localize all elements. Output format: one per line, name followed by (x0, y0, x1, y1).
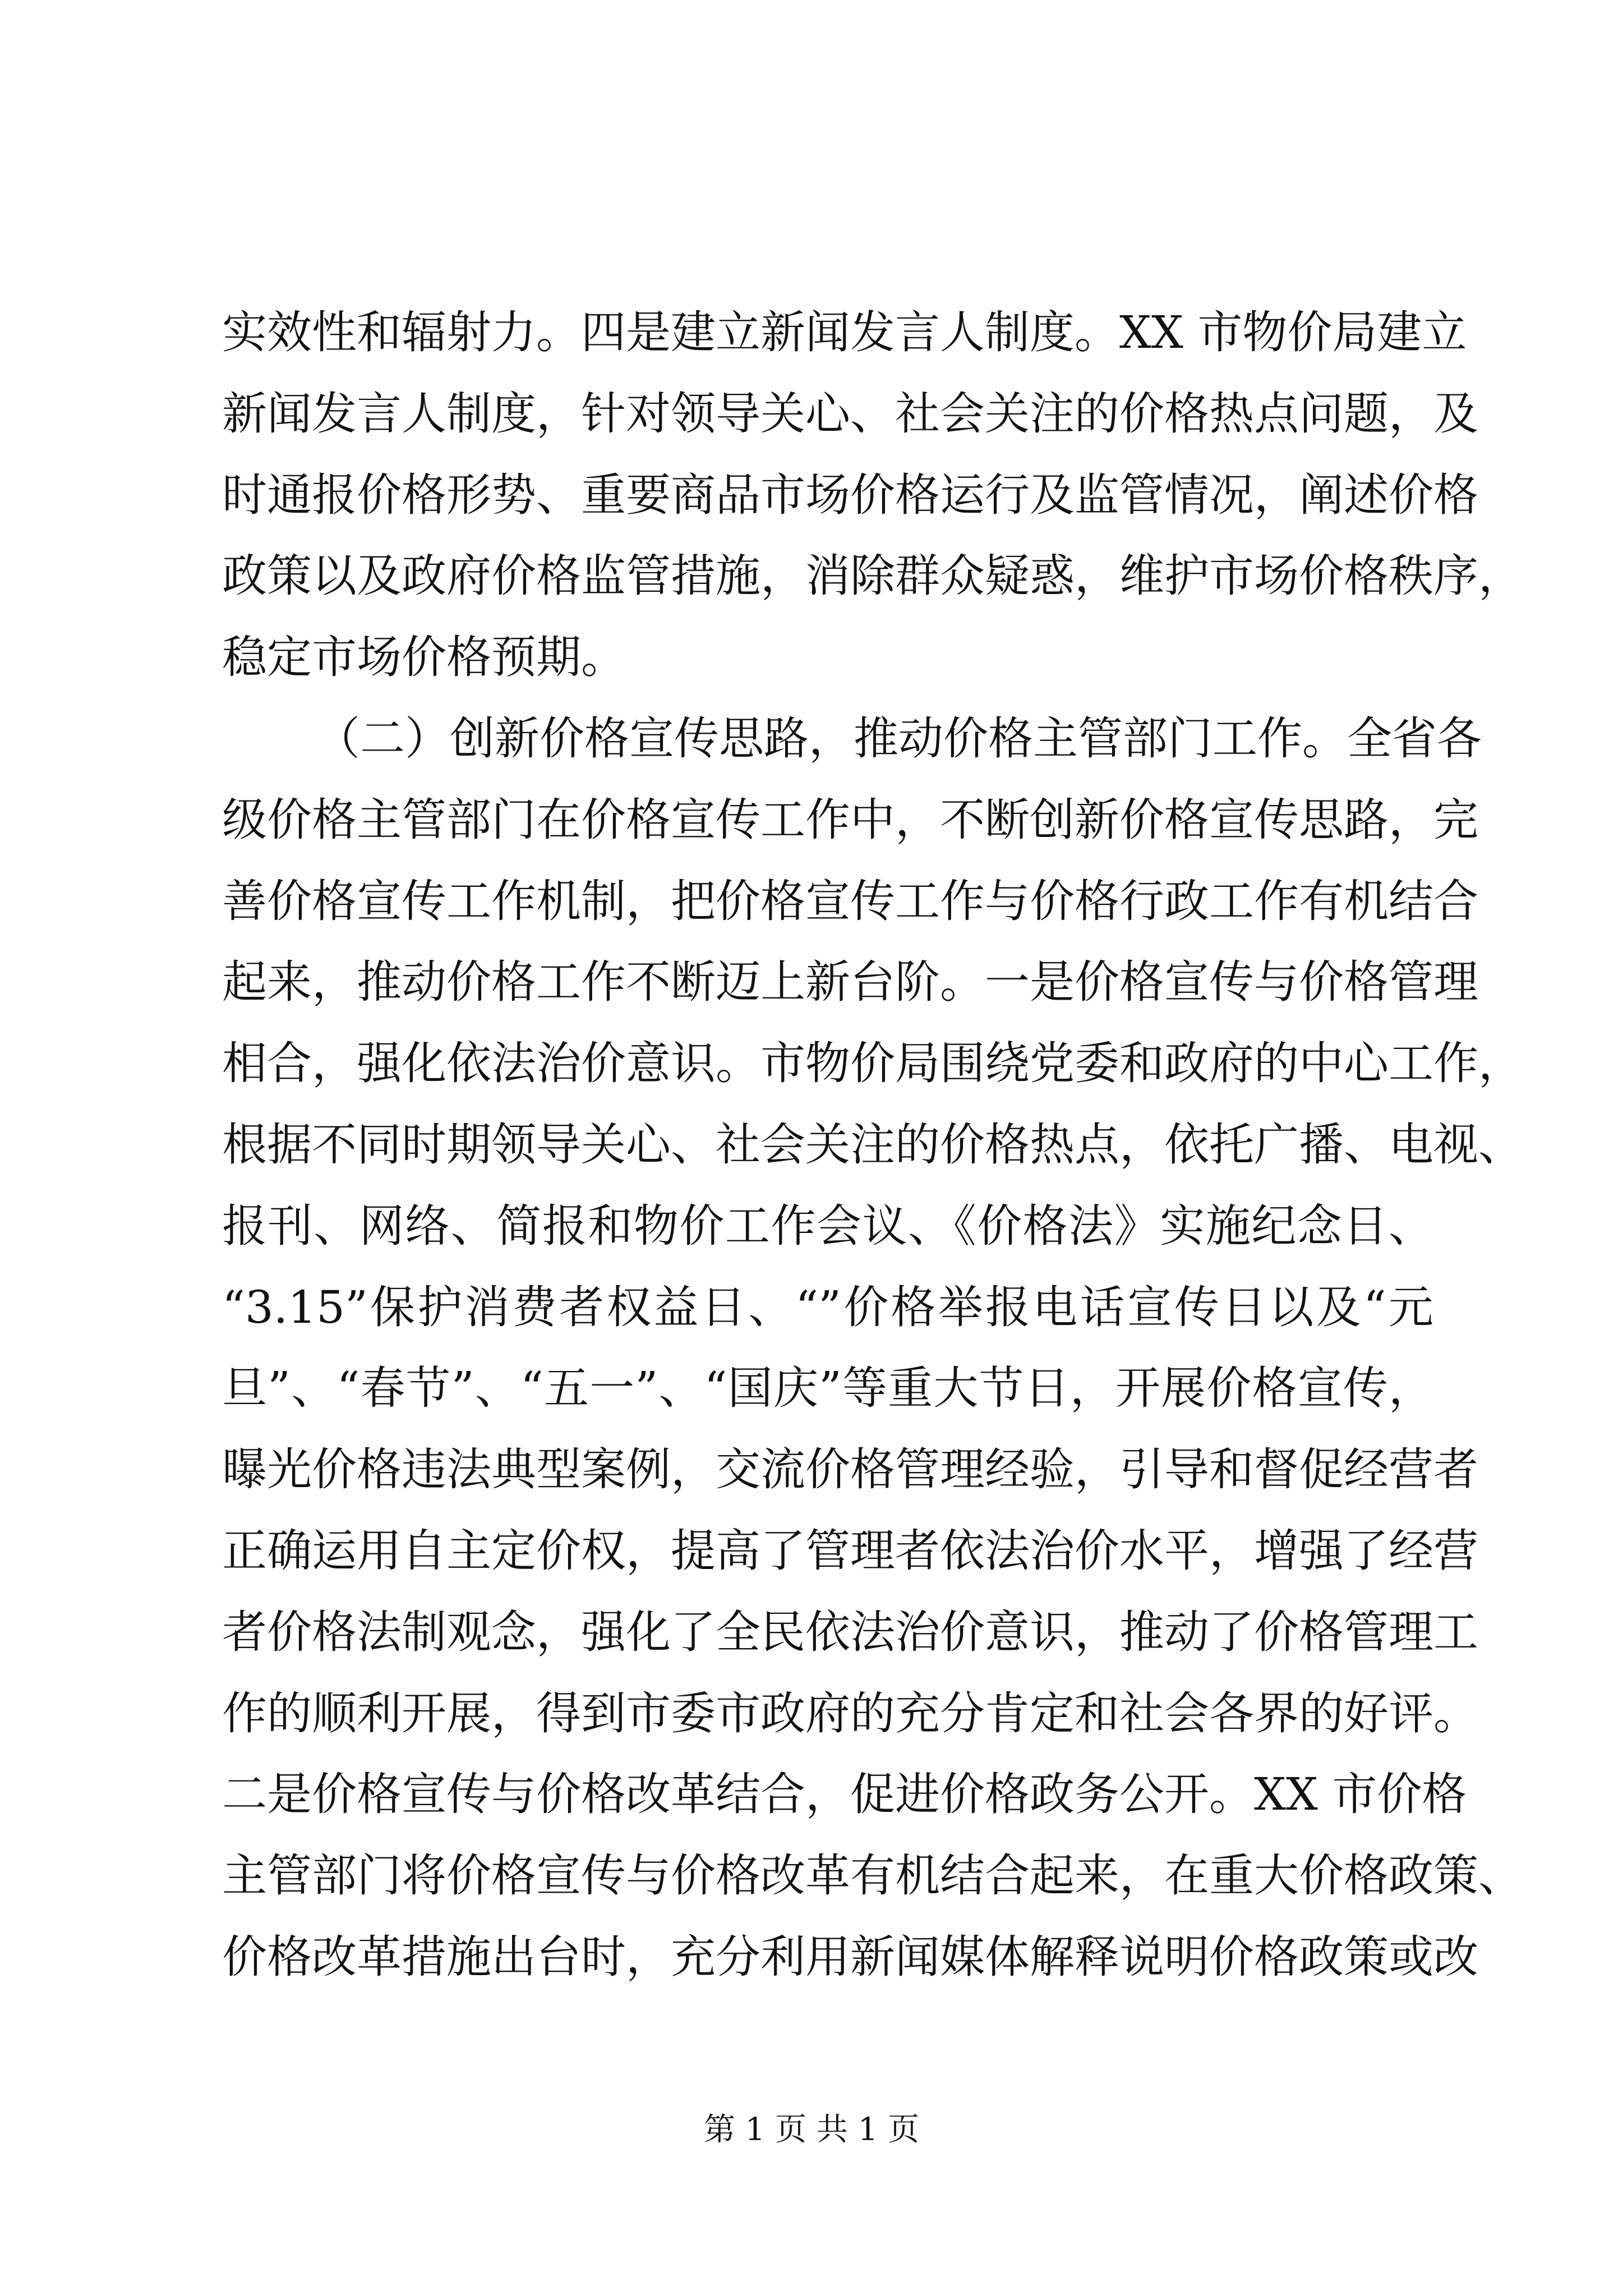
text-line: 根据不同时期领导关心、社会关注的价格热点，依托广播、电视、 (222, 1118, 1523, 1171)
text-line: 新闻发言人制度，针对领导关心、社会关注的价格热点问题，及 (222, 387, 1478, 440)
text-line: 政策以及政府价格监管措施，消除群众疑惑，维护市场价格秩序， (222, 550, 1523, 602)
text-line: 二是价格宣传与价格改革结合，促进价格政务公开。XX 市价格 (222, 1768, 1467, 1821)
body-text (222, 292, 1523, 1998)
text-line: 价格改革措施出台时，充分利用新闻媒体解释说明价格政策或改 (222, 1930, 1478, 1983)
text-line: “3.15”保护消费者权益日、“”价格举报电话宣传日以及“元 (222, 1281, 1433, 1333)
text-line: 作的顺利开展，得到市委市政府的充分肯定和社会各界的好评。 (222, 1687, 1478, 1740)
text-line: 实效性和辐射力。四是建立新闻发言人制度。XX 市物价局建立 (222, 306, 1467, 358)
text-line: 正确运用自主定价权，提高了管理者依法治价水平，增强了经营 (222, 1524, 1478, 1577)
text-line: 曝光价格违法典型案例，交流价格管理经验，引导和督促经营者 (222, 1443, 1478, 1496)
page-number-label: 第 1 页 共 1 页 (703, 2111, 920, 2148)
text-line: 稳定市场价格预期。 (222, 631, 626, 684)
page-footer (0, 2110, 1623, 2150)
text-line: 善价格宣传工作机制，把价格宣传工作与价格行政工作有机结合 (222, 875, 1478, 927)
text-line: 旦”、“春节”、“五一”、“国庆”等重大节日，开展价格宣传， (222, 1362, 1433, 1415)
text-line: 主管部门将价格宣传与价格改革有机结合起来，在重大价格政策、 (222, 1849, 1523, 1902)
section-heading-line: （二）创新价格宣传思路，推动价格主管部门工作。全省各 (315, 712, 1482, 765)
text-line: 报刊、网络、简报和物价工作会议、《价格法》实施纪念日、 (222, 1199, 1433, 1252)
text-line: 起来，推动价格工作不断迈上新台阶。一是价格宣传与价格管理 (222, 956, 1478, 1009)
text-line: 级价格主管部门在价格宣传工作中，不断创新价格宣传思路，完 (222, 793, 1478, 846)
text-line: 时通报价格形势、重要商品市场价格运行及监管情况，阐述价格 (222, 468, 1478, 521)
text-line: 相合，强化依法治价意识。市物价局围绕党委和政府的中心工作， (222, 1037, 1523, 1090)
text-line: 者价格法制观念，强化了全民依法治价意识，推动了价格管理工 (222, 1605, 1478, 1658)
